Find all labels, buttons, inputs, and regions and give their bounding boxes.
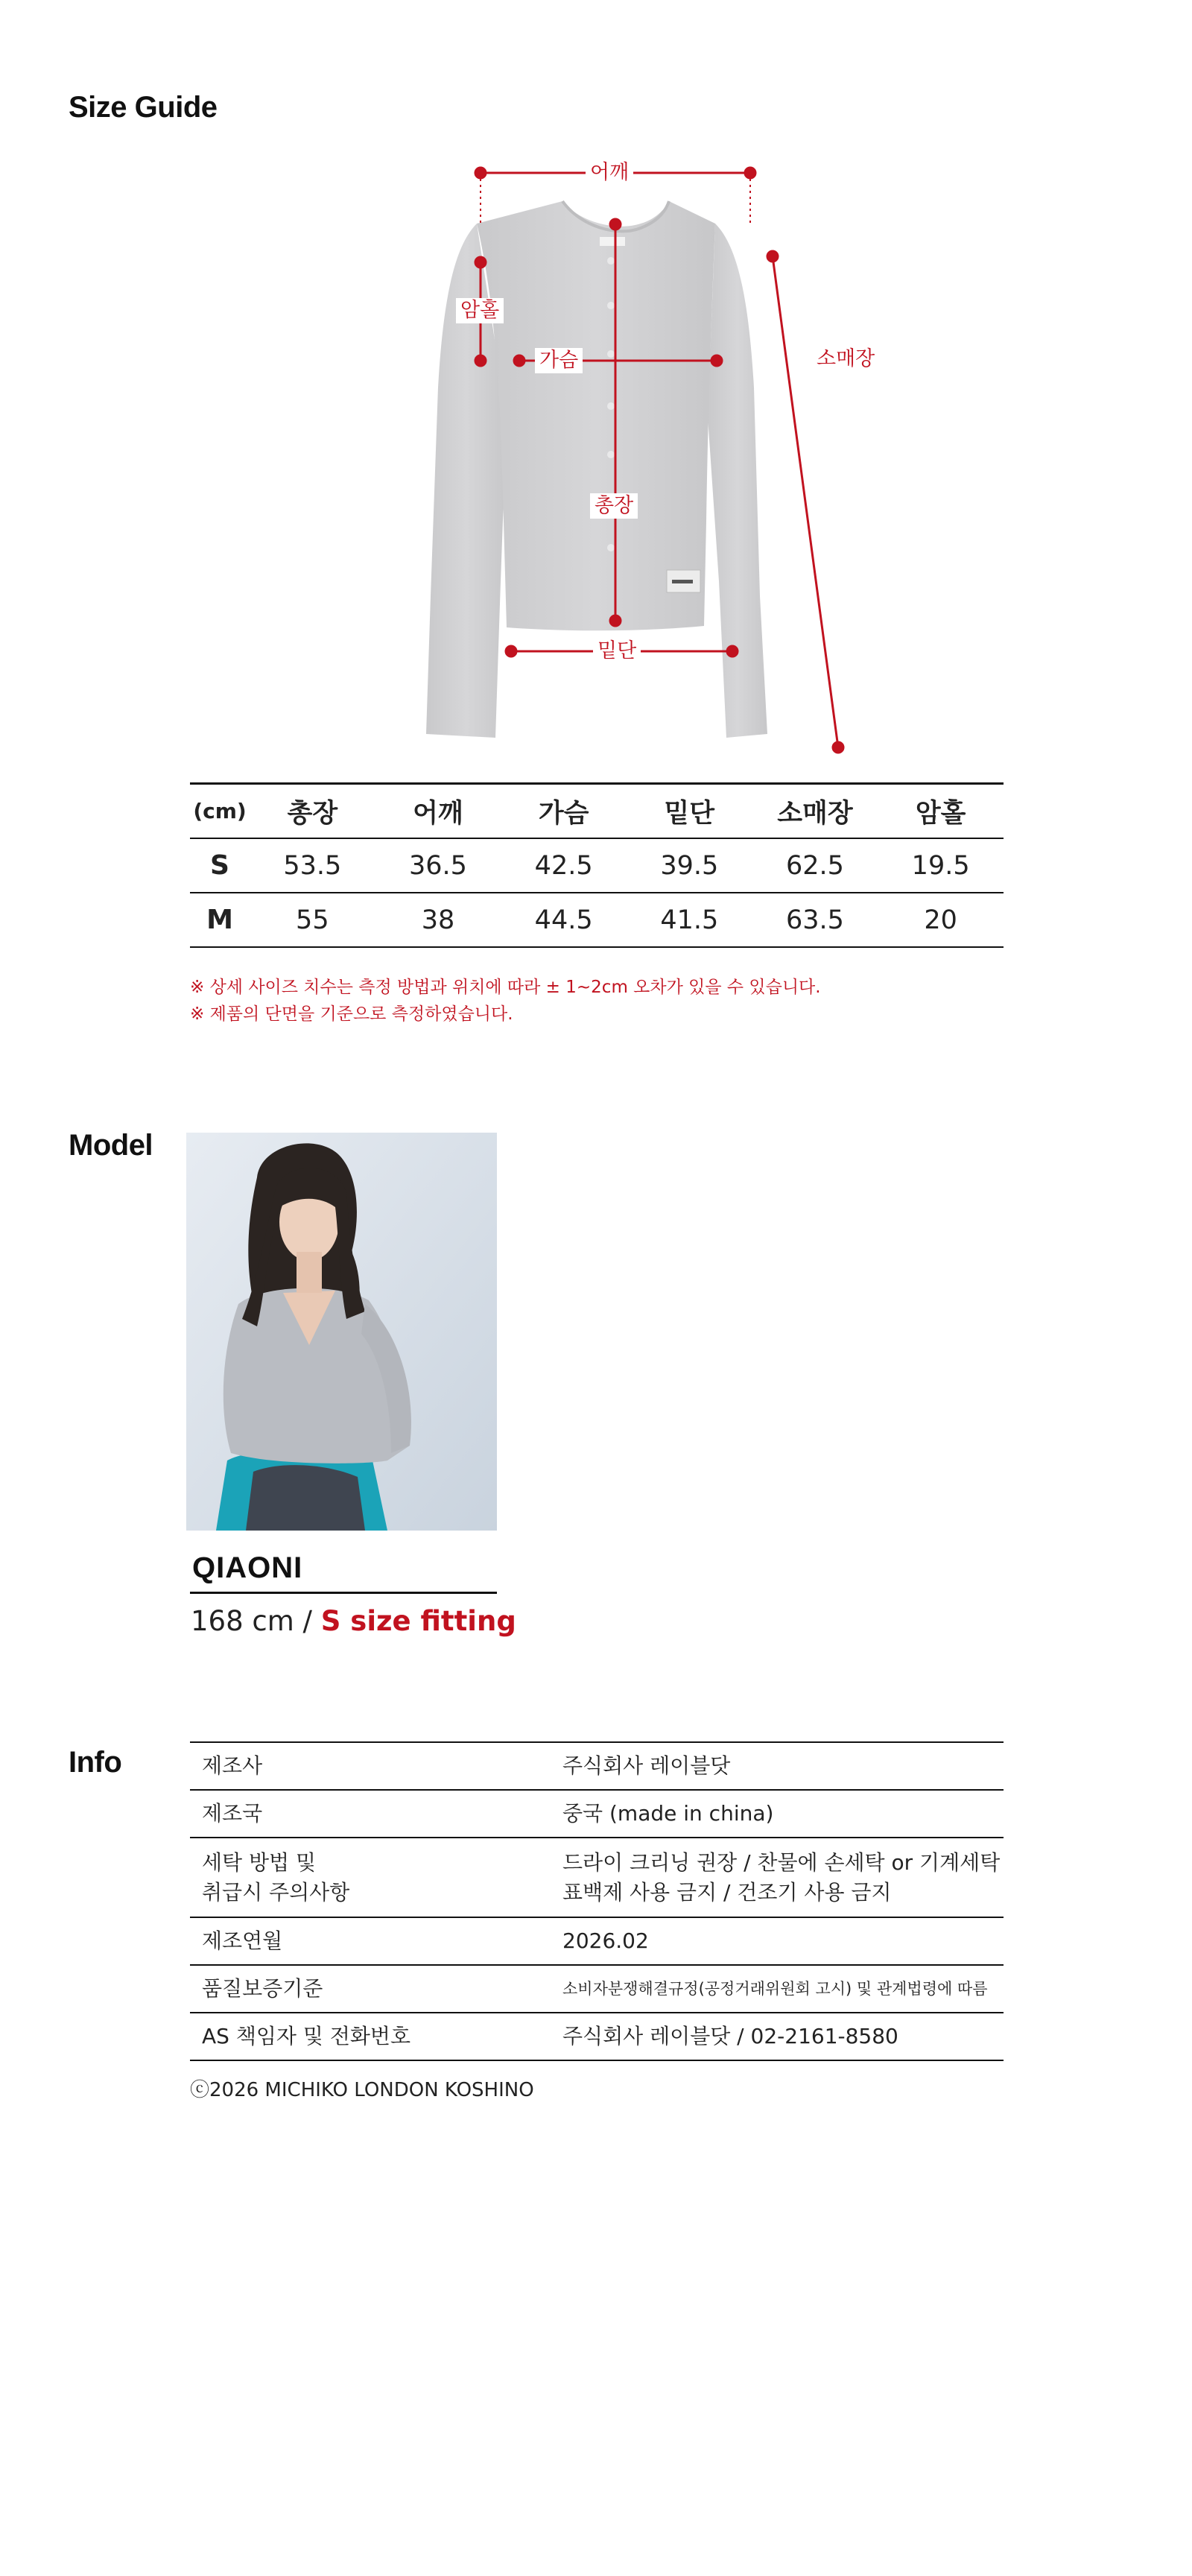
info-title: Info	[69, 1746, 122, 1779]
table-cell: 42.5	[534, 850, 593, 881]
info-key: 제조사	[202, 1753, 263, 1778]
armhole-label: 암홀	[456, 298, 504, 323]
info-row-as-contact	[190, 2013, 1004, 2060]
model-divider	[190, 1592, 497, 1594]
info-key-line: 세탁 방법 및	[202, 1849, 317, 1875]
header-armhole: 암홀	[915, 798, 966, 829]
info-value	[551, 1838, 1004, 1917]
info-row-warranty	[190, 1965, 1004, 2013]
size-table	[190, 782, 1004, 948]
header-sleeve: 소매장	[777, 798, 853, 829]
info-key	[190, 1838, 551, 1917]
size-note-tolerance: ※ 상세 사이즈 치수는 측정 방법과 위치에 따라 ± 1~2cm 오차가 있을 수 있습니다.	[190, 978, 821, 997]
model-fitting: S size fitting	[320, 1605, 516, 1637]
table-cell: 63.5	[785, 905, 844, 935]
size-note-method: ※ 제품의 단면을 기준으로 측정하였습니다.	[190, 1004, 513, 1024]
size-guide-title: Size Guide	[69, 91, 218, 124]
size-label: M	[206, 905, 233, 935]
table-cell: 20	[924, 905, 957, 935]
info-row-date	[190, 1917, 1004, 1965]
model-name: QIAONI	[192, 1551, 303, 1584]
model-height: 168 cm /	[191, 1605, 321, 1637]
size-label: S	[210, 850, 229, 881]
info-key: 품질보증기준	[202, 1976, 323, 2001]
table-cell: 38	[421, 905, 455, 935]
header-hem: 밑단	[664, 798, 715, 829]
info-value: 소비자분쟁해결규정(공정거래위원회 고시) 및 관계법령에 따름	[562, 1980, 988, 1998]
table-row	[190, 838, 1004, 893]
table-row	[190, 893, 1004, 947]
info-key-line: 취급시 주의사항	[202, 1879, 350, 1905]
shoulder-label: 어깨	[586, 160, 633, 186]
table-cell: 41.5	[660, 905, 719, 935]
info-value: 주식회사 레이블닷 / 02-2161-8580	[562, 2024, 898, 2048]
info-row-country	[190, 1790, 1004, 1838]
model-spec	[191, 1605, 516, 1637]
table-cell: 53.5	[283, 850, 342, 881]
size-table-header	[190, 784, 1004, 839]
header-total-length: 총장	[287, 798, 338, 829]
header-shoulder: 어깨	[413, 798, 463, 829]
info-key: AS 책임자 및 전화번호	[202, 2024, 411, 2048]
header-chest: 가슴	[538, 798, 589, 829]
table-cell: 55	[296, 905, 329, 935]
table-cell: 19.5	[911, 850, 970, 881]
neck-label	[600, 237, 625, 246]
sleeve-measure-line	[773, 256, 838, 747]
info-value: 2026.02	[562, 1928, 649, 1953]
sleeve-label: 소매장	[812, 346, 879, 372]
chest-label: 가슴	[535, 348, 583, 373]
info-key: 제조국	[202, 1801, 263, 1826]
model-title: Model	[69, 1129, 153, 1162]
unit-header: (cm)	[193, 799, 247, 823]
model-photo	[186, 1133, 497, 1531]
info-table	[190, 1741, 1004, 2061]
table-cell: 62.5	[785, 850, 844, 881]
info-key: 제조연월	[202, 1928, 283, 1953]
info-row-care	[190, 1838, 1004, 1917]
table-cell: 44.5	[534, 905, 593, 935]
info-value-line: 드라이 크리닝 권장 / 찬물에 손세탁 or 기계세탁	[562, 1849, 1001, 1875]
info-value: 주식회사 레이블닷	[562, 1753, 731, 1778]
info-row-manufacturer	[190, 1742, 1004, 1790]
right-sleeve	[708, 224, 767, 738]
cardigan-body	[477, 201, 715, 630]
info-value: 중국 (made in china)	[562, 1801, 774, 1826]
table-cell: 39.5	[660, 850, 719, 881]
hem-label: 밑단	[593, 639, 641, 664]
length-label: 총장	[590, 493, 638, 519]
copyright: ⓒ2026 MICHIKO LONDON KOSHINO	[190, 2079, 534, 2101]
info-value-line: 표백제 사용 금지 / 건조기 사용 금지	[562, 1879, 892, 1905]
table-cell: 36.5	[409, 850, 467, 881]
